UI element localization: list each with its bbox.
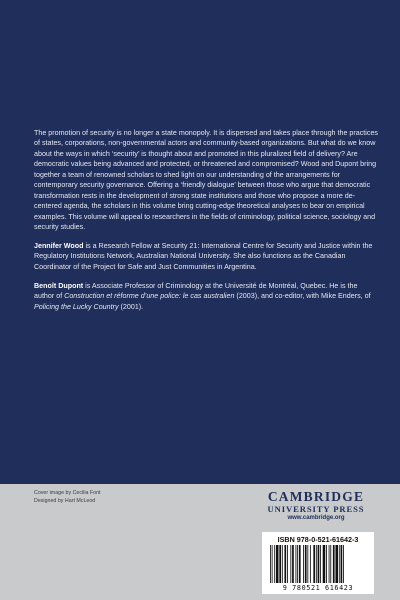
barcode-bar [341,545,343,583]
isbn-label: ISBN 978-0-521-61642-3 [277,535,359,544]
barcode-bar [292,545,294,583]
barcode-bar [316,545,317,583]
author2-bio-text-a: is Associate Professor of Criminology at the Université de Montréal, Quebec. He is the author of [34,281,358,301]
author2-bio-text-b: (2003), and co-editor, with Mike Enders, of [234,292,371,301]
barcode-bar [287,545,288,583]
designer-credit: Designed by Hart McLeod [34,497,96,504]
barcode-bar [335,545,338,583]
publisher-logo [260,490,372,523]
author1-name: Jennifer Wood [34,242,84,251]
author1-bio-text: is a Research Fellow at Security 21: International Centre for Security and Justice within the Regulatory Institutions Network, Australian National University. She also functions as the Canadian Coordinator of the Project for Safe and Just Communities in Argentina. [34,242,373,271]
barcode-bar [272,545,273,583]
author1-bio [34,241,378,272]
barcode-box [262,532,374,594]
barcode-icon [270,545,366,583]
barcode-bar [310,545,311,583]
blurb-text [34,128,378,321]
author2-name: Benoît Dupont [34,281,84,290]
barcode-bar [284,545,286,583]
author2-bio-text-c: (2001). [118,302,144,311]
blurb-description [34,128,378,233]
publisher-url: www.cambridge.org [287,515,345,521]
author2-book-title-1: Construction et réforme d’une police: le cas australien [64,292,235,301]
barcode-bar [299,545,301,583]
barcode-bar [279,545,281,583]
barcode-bar [290,545,291,583]
author2-bio [34,281,378,312]
barcode-digits: 9 780521 616423 [282,584,354,592]
barcode-bar [296,545,297,583]
publisher-subtitle: UNIVERSITY PRESS [267,504,365,514]
cover-image-credit: Cover image by Cecilia Font [34,490,101,496]
barcode-bar [330,545,331,583]
barcode-bar [343,545,344,583]
barcode-bar [329,545,330,583]
publisher-name: CAMBRIDGE [267,489,365,504]
barcode-bar [339,545,340,583]
blurb-description-text: The promotion of security is no longer a state monopoly. It is dispersed and takes place through the practices of states, corporations, non-governmental actors and community-based organizations. But what do we know about the ways in which ‘security’ is thought about and promoted in this pluralized field of delivery? Are democratic values being advanced and protected, or threatened and compromised? Wood and Dupont bring together a team of renowned scholars to shed light on our understanding of the arrangements for contemporary security governance. Offering a ‘friendly dialogue’ between those who argue that democratic transformation rests in the development of strong state institutions and those who propose a more de-centered agenda, the scholars in this volume bring cutting-edge theoretical analyses to bear on empirical examples. This volume will appeal to researchers in the fields of criminology, political science, sociology and security studies. [34,129,378,232]
barcode-bar [333,545,335,583]
barcode-bar [270,545,271,583]
barcode-bar [323,545,326,583]
author2-book-title-2: Policing the Lucky Country [34,302,119,311]
barcode-bar [318,545,320,583]
barcode-bar [274,545,275,583]
barcode-bar [320,545,321,583]
barcode-bar [276,545,279,583]
barcode-bar [305,545,307,583]
barcode-bar [313,545,315,583]
barcode-bar [326,545,327,583]
barcode-bar [282,545,283,583]
credits [34,490,101,505]
barcode-bar [307,545,308,583]
barcode-bar [297,545,298,583]
barcode-bar [303,545,304,583]
